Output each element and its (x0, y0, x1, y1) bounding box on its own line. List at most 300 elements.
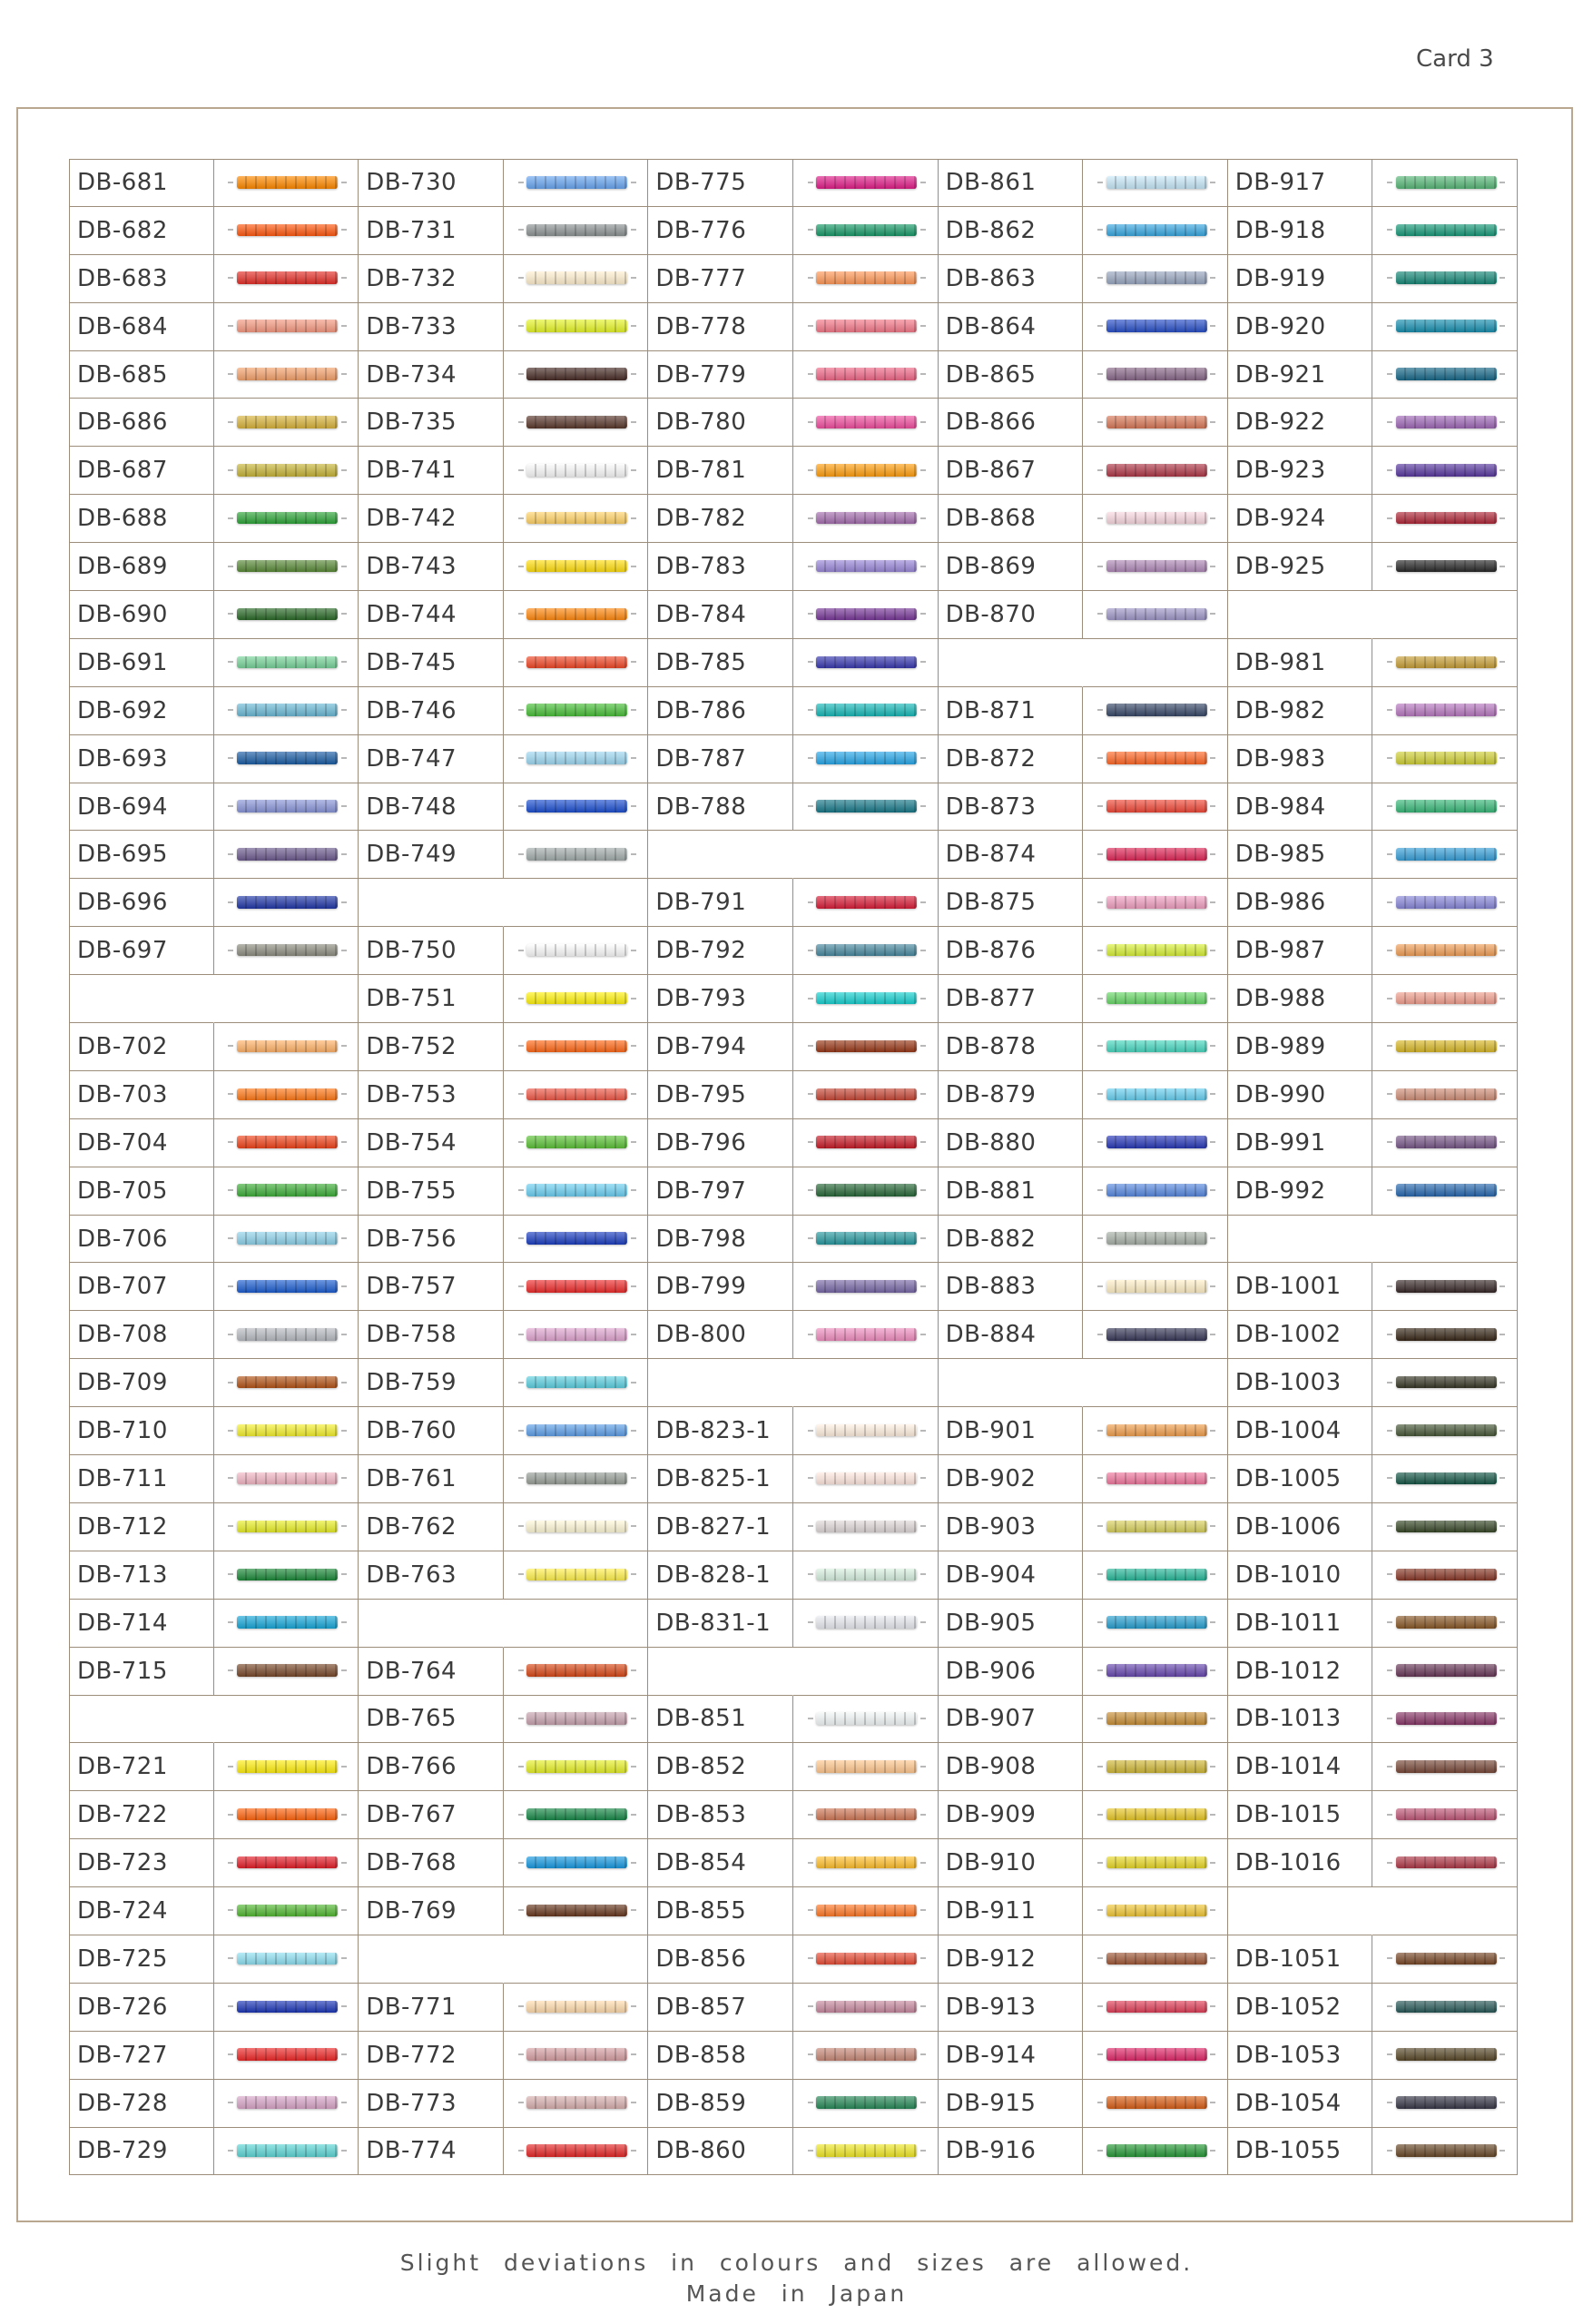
bead-code: DB-751 (359, 975, 504, 1023)
bead-row (69, 783, 359, 832)
bead-strand (526, 271, 627, 283)
bead-strand (816, 1136, 917, 1147)
bead-swatch-cell (793, 1023, 939, 1071)
thread-end (808, 1237, 813, 1239)
blank-row (648, 831, 938, 879)
bead-strand (526, 1760, 627, 1772)
bead-strand (237, 1088, 338, 1100)
thread-end (518, 325, 524, 327)
bead-strand (1106, 512, 1207, 524)
bead-row (359, 639, 648, 687)
bead-code: DB-763 (359, 1551, 504, 1600)
thread-end (1500, 421, 1505, 423)
bead-row (1228, 1839, 1518, 1887)
bead-row (359, 447, 648, 495)
thread-end (1387, 1189, 1392, 1191)
bead-row (1228, 783, 1518, 832)
thread-end (228, 1141, 233, 1143)
thread-end (518, 853, 524, 855)
bead-row (648, 735, 938, 783)
bead-code: DB-710 (69, 1407, 214, 1455)
thread-end (1500, 1334, 1505, 1335)
thread-end (1500, 469, 1505, 471)
blank-row (648, 1359, 938, 1407)
thread-end (631, 1718, 636, 1719)
bead-strand (1106, 1136, 1207, 1147)
thread-end (808, 2005, 813, 2007)
bead-row (359, 2128, 648, 2176)
bead-row (359, 735, 648, 783)
bead-row (359, 1407, 648, 1455)
thread-end (518, 373, 524, 375)
thread-end (228, 566, 233, 567)
bead-strand (816, 1521, 917, 1532)
bead-code: DB-732 (359, 255, 504, 303)
thread-end (1210, 1573, 1215, 1575)
bead-strand (237, 271, 338, 283)
bead-swatch-cell (504, 639, 649, 687)
bead-strand (237, 1136, 338, 1147)
bead-row (359, 159, 648, 207)
thread-end (920, 1237, 926, 1239)
bead-strand (237, 224, 338, 236)
thread-end (228, 1862, 233, 1864)
bead-swatch-cell (504, 2128, 649, 2176)
thread-end (808, 1093, 813, 1095)
bead-code: DB-768 (359, 1839, 504, 1887)
bead-row (1228, 1551, 1518, 1600)
bead-code: DB-1011 (1228, 1600, 1373, 1648)
bead-swatch-cell (793, 1503, 939, 1551)
bead-strand (237, 1184, 338, 1196)
bead-code: DB-711 (69, 1455, 214, 1503)
bead-row (69, 2080, 359, 2128)
bead-swatch-cell (1083, 495, 1228, 543)
thread-end (228, 1669, 233, 1671)
bead-strand (1106, 1616, 1207, 1628)
bead-row (69, 351, 359, 399)
thread-end (1387, 2005, 1392, 2007)
bead-swatch-cell (793, 2032, 939, 2080)
bead-swatch-cell (214, 639, 359, 687)
thread-end (808, 2150, 813, 2152)
thread-end (808, 1525, 813, 1527)
bead-swatch-cell (1372, 879, 1518, 927)
bead-swatch-cell (1372, 1551, 1518, 1600)
bead-swatch-cell (504, 1167, 649, 1216)
bead-strand (526, 848, 627, 860)
bead-code: DB-828-1 (648, 1551, 793, 1600)
bead-row (939, 1696, 1228, 1744)
thread-end (518, 1141, 524, 1143)
bead-swatch-cell (1083, 927, 1228, 975)
bead-row (939, 1455, 1228, 1503)
thread-end (808, 182, 813, 183)
thread-end (518, 1573, 524, 1575)
thread-end (808, 998, 813, 1000)
bead-strand (1396, 1184, 1497, 1196)
bead-strand (1396, 1712, 1497, 1724)
bead-strand (1396, 320, 1497, 331)
bead-code: DB-775 (648, 159, 793, 207)
thread-end (1097, 1141, 1103, 1143)
bead-swatch-cell (214, 879, 359, 927)
chart-column (359, 159, 648, 2175)
bead-strand (816, 1280, 917, 1292)
bead-swatch-cell (1372, 591, 1518, 639)
bead-strand (1106, 1905, 1207, 1916)
bead-code: DB-874 (939, 831, 1084, 879)
bead-swatch-cell (214, 1935, 359, 1984)
bead-strand (237, 1328, 338, 1340)
bead-strand (526, 1232, 627, 1244)
bead-row (939, 1216, 1228, 1264)
thread-end (1210, 1237, 1215, 1239)
bead-row (939, 879, 1228, 927)
bead-strand (1106, 2096, 1207, 2108)
bead-strand (816, 992, 917, 1004)
bead-swatch-cell (793, 1071, 939, 1119)
bead-strand (1396, 752, 1497, 763)
bead-code: DB-754 (359, 1119, 504, 1167)
thread-end (341, 1573, 347, 1575)
bead-row (939, 1984, 1228, 2032)
bead-row (1228, 1023, 1518, 1071)
thread-end (920, 566, 926, 567)
bead-row (359, 1311, 648, 1359)
bead-swatch-cell (1372, 831, 1518, 879)
bead-code: DB-912 (939, 1935, 1084, 1984)
bead-row (359, 1216, 648, 1264)
bead-swatch-cell (504, 303, 649, 351)
bead-code: DB-990 (1228, 1071, 1373, 1119)
bead-code: DB-868 (939, 495, 1084, 543)
thread-end (1387, 1621, 1392, 1623)
bead-row (69, 1935, 359, 1984)
thread-end (808, 805, 813, 807)
bead-swatch-cell (1372, 2080, 1518, 2128)
bead-strand (1396, 1760, 1497, 1772)
thread-end (808, 1909, 813, 1911)
bead-swatch-cell (214, 159, 359, 207)
bead-code: DB-872 (939, 735, 1084, 783)
thread-end (1097, 901, 1103, 903)
thread-end (228, 2102, 233, 2103)
bead-row (69, 591, 359, 639)
bead-strand (1106, 1808, 1207, 1820)
thread-end (920, 1957, 926, 1959)
bead-strand (526, 1424, 627, 1436)
bead-strand (237, 320, 338, 331)
thread-end (228, 757, 233, 759)
bead-strand (1396, 224, 1497, 236)
thread-end (518, 469, 524, 471)
bead-swatch-cell (214, 2128, 359, 2176)
bead-code: DB-746 (359, 687, 504, 735)
bead-code: DB-757 (359, 1263, 504, 1311)
thread-end (228, 229, 233, 231)
thread-end (341, 373, 347, 375)
thread-end (808, 613, 813, 615)
bead-row (359, 975, 648, 1023)
thread-end (1500, 229, 1505, 231)
bead-strand (1106, 176, 1207, 188)
bead-strand (1396, 1808, 1497, 1820)
bead-swatch-cell (1083, 1359, 1228, 1407)
thread-end (1387, 805, 1392, 807)
bead-row (939, 927, 1228, 975)
bead-strand (816, 2048, 917, 2060)
bead-swatch-cell (1083, 1648, 1228, 1696)
bead-swatch-cell (504, 1984, 649, 2032)
bead-code: DB-783 (648, 543, 793, 591)
thread-end (228, 1909, 233, 1911)
bead-swatch-cell (1083, 879, 1228, 927)
bead-strand (526, 176, 627, 188)
bead-code: DB-992 (1228, 1167, 1373, 1216)
bead-strand (816, 1808, 917, 1820)
thread-end (1387, 1334, 1392, 1335)
thread-end (1500, 1621, 1505, 1623)
bead-strand (237, 1760, 338, 1772)
thread-end (808, 229, 813, 231)
bead-code: DB-704 (69, 1119, 214, 1167)
blank-row (1228, 1887, 1518, 1935)
bead-code: DB-869 (939, 543, 1084, 591)
thread-end (228, 1045, 233, 1047)
thread-end (518, 998, 524, 1000)
thread-end (1387, 325, 1392, 327)
bead-swatch-cell (793, 1551, 939, 1600)
bead-row (939, 975, 1228, 1023)
bead-swatch-cell (1372, 1743, 1518, 1791)
thread-end (808, 1814, 813, 1816)
thread-end (808, 1957, 813, 1959)
bead-code: DB-695 (69, 831, 214, 879)
bead-code (1228, 1216, 1373, 1264)
thread-end (808, 1334, 813, 1335)
bead-code: DB-767 (359, 1791, 504, 1839)
blank-row (69, 1696, 359, 1744)
bead-strand (237, 368, 338, 379)
bead-code: DB-714 (69, 1600, 214, 1648)
bead-row (69, 1119, 359, 1167)
bead-row (648, 351, 938, 399)
bead-strand (237, 1569, 338, 1581)
bead-code: DB-750 (359, 927, 504, 975)
bead-code: DB-852 (648, 1743, 793, 1791)
bead-row (939, 2032, 1228, 2080)
bead-row (648, 1600, 938, 1648)
thread-end (1210, 2150, 1215, 2152)
bead-row (1228, 399, 1518, 447)
thread-end (920, 1334, 926, 1335)
bead-strand (526, 1712, 627, 1724)
thread-end (1097, 1957, 1103, 1959)
bead-swatch-cell (793, 1743, 939, 1791)
bead-swatch-cell (214, 591, 359, 639)
bead-row (939, 831, 1228, 879)
bead-code: DB-733 (359, 303, 504, 351)
bead-code: DB-743 (359, 543, 504, 591)
bead-swatch-cell (793, 255, 939, 303)
bead-strand (526, 1088, 627, 1100)
bead-strand (237, 752, 338, 763)
bead-swatch-cell (793, 1984, 939, 2032)
bead-row (1228, 447, 1518, 495)
bead-row (1228, 1455, 1518, 1503)
bead-strand (1106, 1712, 1207, 1724)
bead-code: DB-1012 (1228, 1648, 1373, 1696)
bead-swatch-cell (1083, 1551, 1228, 1600)
thread-end (1097, 2150, 1103, 2152)
bead-swatch-cell (504, 1551, 649, 1600)
thread-end (1500, 853, 1505, 855)
thread-end (1210, 2053, 1215, 2055)
bead-code: DB-1006 (1228, 1503, 1373, 1551)
bead-swatch-cell (1372, 639, 1518, 687)
bead-row (648, 207, 938, 255)
bead-strand (1106, 368, 1207, 379)
bead-code: DB-734 (359, 351, 504, 399)
thread-end (518, 517, 524, 519)
thread-end (341, 901, 347, 903)
bead-swatch-cell (214, 2032, 359, 2080)
bead-swatch-cell (1083, 543, 1228, 591)
bead-code: DB-727 (69, 2032, 214, 2080)
bead-code: DB-884 (939, 1311, 1084, 1359)
bead-strand (526, 1280, 627, 1292)
bead-row (69, 1263, 359, 1311)
thread-end (1500, 950, 1505, 951)
bead-row (359, 1743, 648, 1791)
thread-end (228, 1285, 233, 1287)
bead-strand (816, 2144, 917, 2156)
thread-end (228, 325, 233, 327)
bead-code: DB-785 (648, 639, 793, 687)
thread-end (920, 1718, 926, 1719)
thread-end (1387, 709, 1392, 711)
bead-row (1228, 1791, 1518, 1839)
bead-strand (526, 1856, 627, 1868)
bead-code: DB-984 (1228, 783, 1373, 832)
bead-swatch-cell (1083, 1167, 1228, 1216)
thread-end (518, 1814, 524, 1816)
bead-swatch-cell (1372, 1455, 1518, 1503)
bead-code: DB-769 (359, 1887, 504, 1935)
bead-row (359, 1119, 648, 1167)
thread-end (1500, 566, 1505, 567)
bead-strand (816, 2001, 917, 2013)
thread-end (1097, 1093, 1103, 1095)
bead-swatch-cell (214, 1359, 359, 1407)
bead-row (1228, 687, 1518, 735)
bead-swatch-cell (1083, 1839, 1228, 1887)
thread-end (341, 709, 347, 711)
thread-end (1387, 229, 1392, 231)
bead-code: DB-880 (939, 1119, 1084, 1167)
blank-row (359, 1935, 648, 1984)
bead-code: DB-902 (939, 1455, 1084, 1503)
bead-swatch-cell (214, 975, 359, 1023)
thread-end (631, 805, 636, 807)
bead-row (69, 1551, 359, 1600)
bead-strand (1396, 1280, 1497, 1292)
bead-strand (816, 1472, 917, 1484)
bead-strand (1396, 1376, 1497, 1388)
bead-swatch-cell (504, 879, 649, 927)
bead-code: DB-1003 (1228, 1359, 1373, 1407)
thread-end (631, 1477, 636, 1479)
thread-end (1500, 373, 1505, 375)
bead-swatch-cell (793, 1263, 939, 1311)
bead-strand (1396, 512, 1497, 524)
thread-end (1097, 1189, 1103, 1191)
bead-row (939, 687, 1228, 735)
thread-end (1210, 229, 1215, 231)
bead-strand (1396, 1616, 1497, 1628)
bead-row (939, 1791, 1228, 1839)
thread-end (341, 1669, 347, 1671)
bead-row (359, 1455, 648, 1503)
thread-end (341, 469, 347, 471)
thread-end (1500, 325, 1505, 327)
bead-code: DB-1001 (1228, 1263, 1373, 1311)
bead-swatch-cell (793, 543, 939, 591)
bead-swatch-cell (504, 783, 649, 832)
bead-code: DB-756 (359, 1216, 504, 1264)
bead-row (69, 1648, 359, 1696)
bead-row (359, 2080, 648, 2128)
bead-code: DB-905 (939, 1600, 1084, 1648)
bead-strand (816, 320, 917, 331)
thread-end (518, 2102, 524, 2103)
thread-end (1210, 1430, 1215, 1432)
thread-end (920, 1909, 926, 1911)
thread-end (1210, 1045, 1215, 1047)
bead-code: DB-909 (939, 1791, 1084, 1839)
bead-strand (237, 848, 338, 860)
bead-strand (1106, 2144, 1207, 2156)
bead-swatch-cell (214, 1551, 359, 1600)
bead-strand (526, 1328, 627, 1340)
thread-end (228, 421, 233, 423)
thread-end (341, 2102, 347, 2103)
thread-end (1387, 1862, 1392, 1864)
bead-swatch-cell (504, 351, 649, 399)
bead-code: DB-730 (359, 159, 504, 207)
bead-row (939, 1887, 1228, 1935)
bead-swatch-cell (214, 351, 359, 399)
bead-strand (816, 1328, 917, 1340)
bead-code: DB-793 (648, 975, 793, 1023)
bead-row (359, 351, 648, 399)
bead-code: DB-799 (648, 1263, 793, 1311)
bead-code: DB-861 (939, 159, 1084, 207)
thread-end (808, 1189, 813, 1191)
bead-row (648, 1791, 938, 1839)
bead-code: DB-922 (1228, 399, 1373, 447)
bead-row (1228, 1119, 1518, 1167)
thread-end (518, 1909, 524, 1911)
thread-end (920, 277, 926, 279)
thread-end (631, 757, 636, 759)
bead-swatch-cell (1372, 543, 1518, 591)
bead-row (939, 1311, 1228, 1359)
bead-swatch-cell (793, 495, 939, 543)
bead-code: DB-731 (359, 207, 504, 255)
bead-swatch-cell (214, 1887, 359, 1935)
